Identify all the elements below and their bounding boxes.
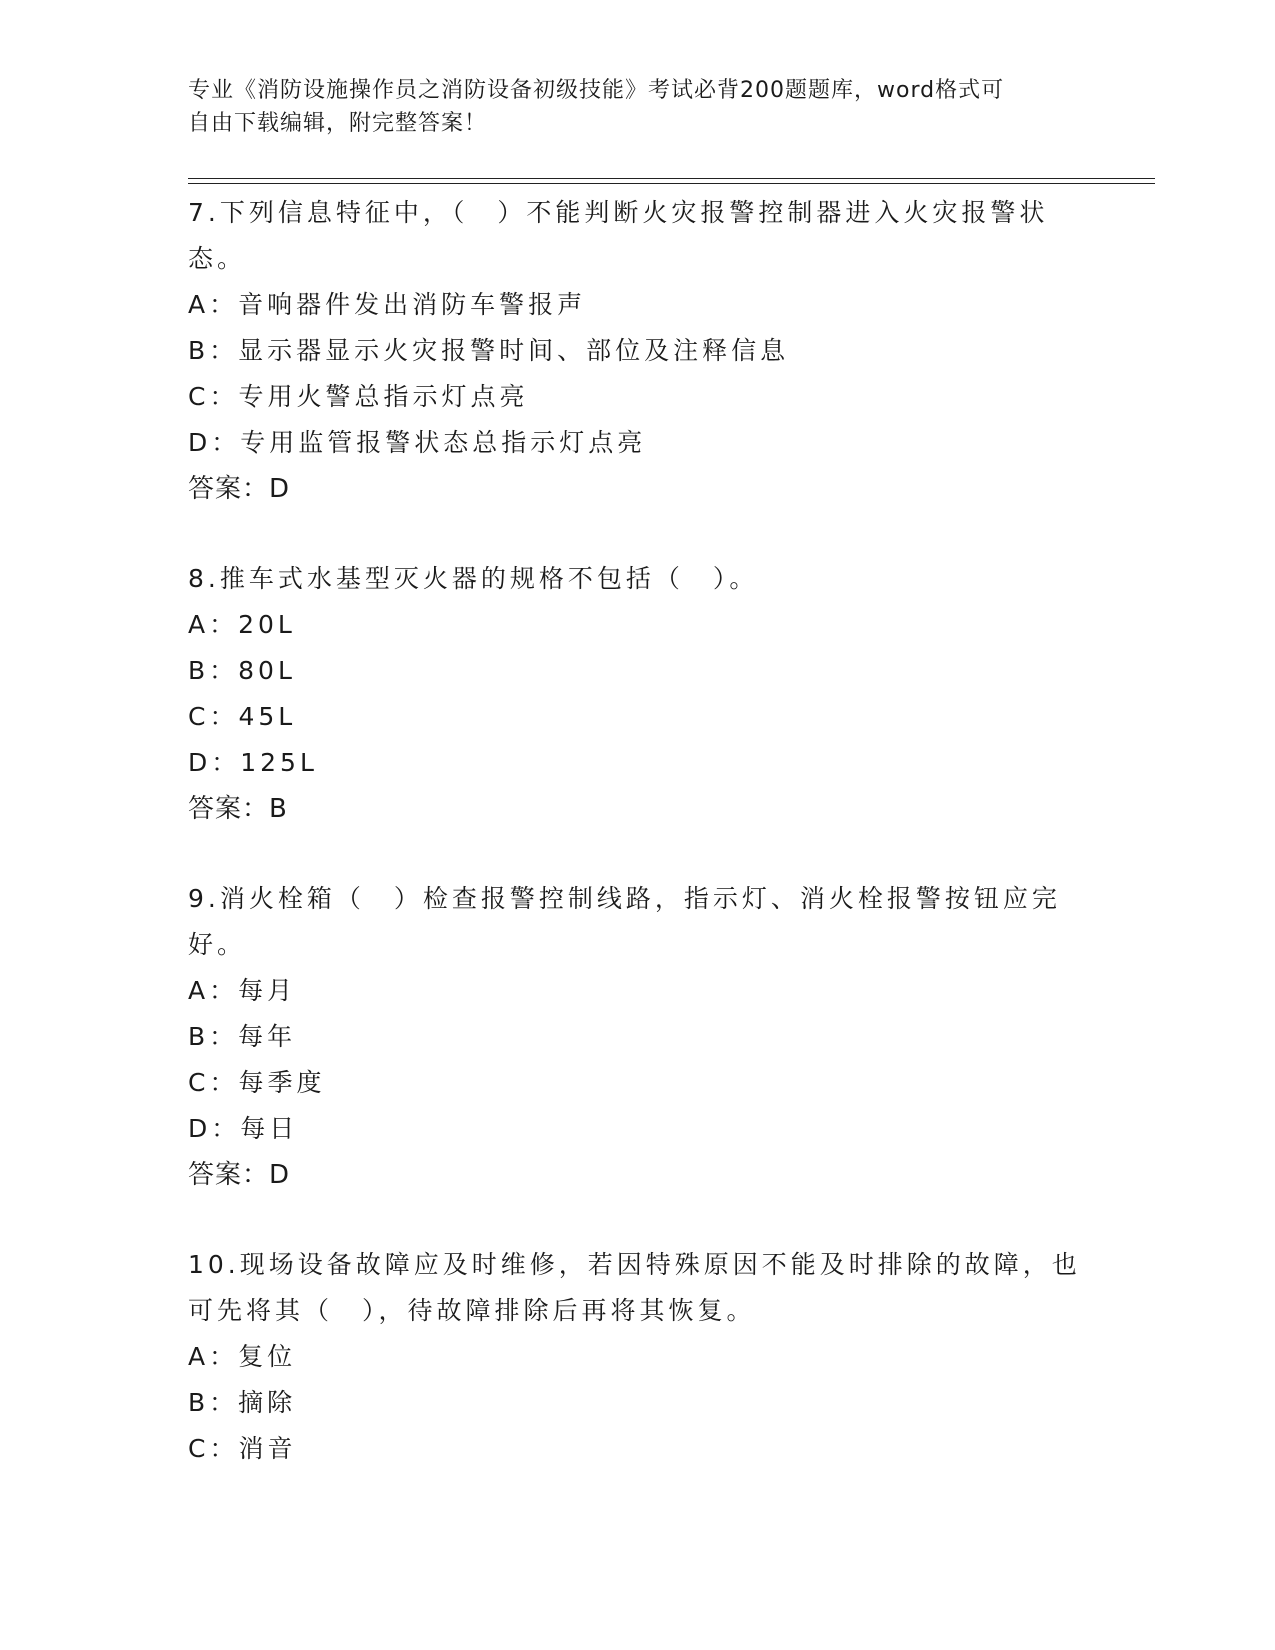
option-d: D：每日 (188, 1114, 299, 1143)
answer: 答案：B (188, 794, 288, 824)
option-a: A：每月 (188, 976, 297, 1005)
question-list (188, 190, 1088, 1516)
option-a: A：20L (188, 610, 296, 639)
option-b: B：80L (188, 656, 296, 685)
option-c: C：专用火警总指示灯点亮 (188, 382, 529, 411)
header-divider-top (188, 178, 1155, 179)
header-line-2: 自由下载编辑，附完整答案！ (188, 111, 488, 136)
option-d: D：125L (188, 748, 318, 777)
question-text: 9.消火栓箱（ ）检查报警控制线路，指示灯、消火栓报警按钮应完 (188, 884, 1061, 913)
option-c: C：45L (188, 702, 297, 731)
option-b: B：显示器显示火灾报警时间、部位及注释信息 (188, 336, 790, 365)
option-a: A：音响器件发出消防车警报声 (188, 290, 587, 319)
question-text: 10.现场设备故障应及时维修，若因特殊原因不能及时排除的故障，也 (188, 1250, 1081, 1279)
question-text: 好。 (188, 930, 247, 959)
option-d: D：专用监管报警状态总指示灯点亮 (188, 428, 647, 457)
question-text: 态。 (188, 244, 247, 273)
question-text: 可先将其（ ），待故障排除后再将其恢复。 (188, 1296, 756, 1325)
header-divider-bottom (188, 183, 1155, 184)
answer: 答案：D (188, 474, 291, 504)
question-7 (188, 190, 1088, 512)
option-c: C：每季度 (188, 1068, 326, 1097)
option-c: C：消音 (188, 1434, 297, 1463)
header-line-1: 专业《消防设施操作员之消防设备初级技能》考试必背200题题库，word格式可 (188, 78, 1005, 103)
question-9 (188, 876, 1088, 1198)
question-text: 7.下列信息特征中，（ ）不能判断火灾报警控制器进入火灾报警状 (188, 198, 1049, 227)
question-text: 8.推车式水基型灭火器的规格不包括（ ）。 (188, 564, 759, 593)
option-b: B：每年 (188, 1022, 297, 1051)
document-header (188, 74, 1068, 140)
option-b: B：摘除 (188, 1388, 297, 1417)
answer: 答案：D (188, 1160, 291, 1190)
question-8 (188, 556, 1088, 832)
option-a: A：复位 (188, 1342, 297, 1371)
question-10 (188, 1242, 1088, 1472)
